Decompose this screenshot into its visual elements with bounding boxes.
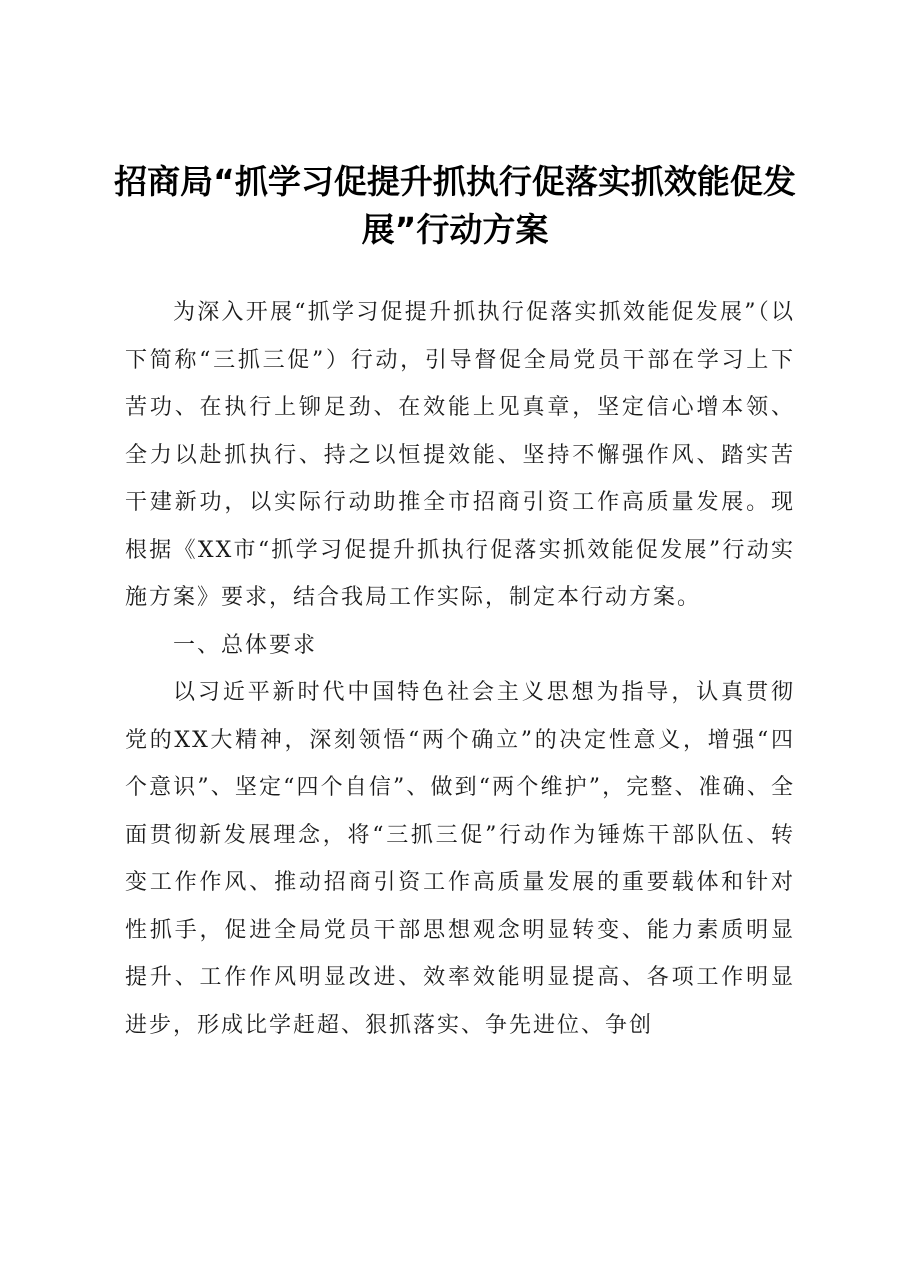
general-requirements-paragraph: 以习近平新时代中国特色社会主义思想为指导，认真贯彻党的XX大精神，深刻领悟“两个确立”的决定性意义，增强“四个意识”、坚定“四个自信”、做到“两个维护”，完整、准确、全面贯彻新发展理念，将“三抓三促”行动作为锤炼干部队伍、转变工作作风、推动招商引资工作高质量发展的重要载体和针对性抓手，促进全局党员干部思想观念明显转变、能力素质明显提升、工作作风明显改进、效率效能明显提高、各项工作明显进步，形成比学赶超、狠抓落实、争先进位、争创 — [125, 680, 795, 1038]
document-body — [125, 289, 795, 1049]
intro-paragraph: 为深入开展“抓学习促提升抓执行促落实抓效能促发展”（以下简称“三抓三促”）行动，引导督促全局党员干部在学习上下苦功、在执行上铆足劲、在效能上见真章，坚定信心增本领、全力以赴抓执行、持之以恒提效能、坚持不懈强作风、踏实苦干建新功，以实际行动助推全市招商引资工作高质量发展。现根据《XX市“抓学习促提升抓执行促落实抓效能促发展”行动实施方案》要求，结合我局工作实际，制定本行动方案。 — [125, 300, 795, 610]
section-heading-general-requirements: 一、总体要求 — [173, 632, 318, 658]
document-title: 招商局“抓学习促提升抓执行促落实抓效能促发展”行动方案 — [114, 162, 796, 249]
